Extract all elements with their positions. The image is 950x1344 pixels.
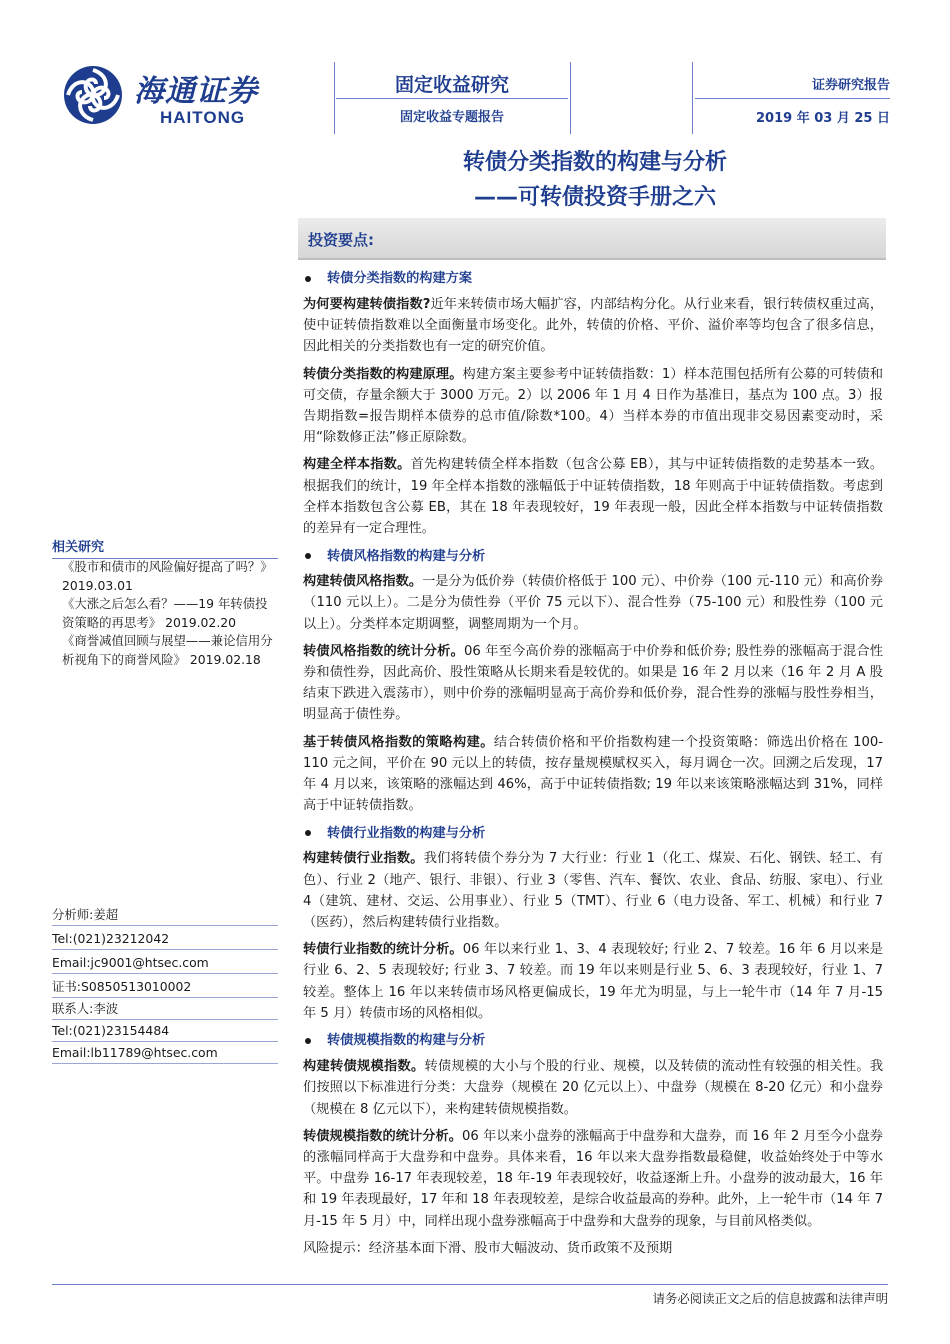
paragraph: 构建全样本指数。首先构建转债全样本指数（包含公募 EB），其与中证转债指数的走势基本一致。根据我们的统计，19 年全样本指数的涨幅低于中证转债指数，18 年则高于中证转债指数。考虑到全样本指数包含公募 EB，其在 18 年表现较好，19 年表现一般，因此全样本指数与中证转债指数的差异有一定合理性。 [303,457,884,537]
section-heading: 转债风格指数的构建与分析 [303,545,883,567]
related-item[interactable]: 《商誉减值回顾与展望——兼论信用分析视角下的商誉风险》 2019.02.18 [62,633,273,667]
bullet-icon [305,830,311,836]
related-research-list [52,558,278,670]
header-divider-right [692,62,693,134]
footer-rule [52,1284,888,1285]
paragraph: 转债分类指数的构建原理。构建方案主要参考中证转债指数：1）样本范围包括所有公募的可转债和可交债，存量余额大于 3000 万元。2）以 2006 年 1 月 4 日作为基准日，基点为 100 点。3）报告期指数=报告期样本债券的总市值/除数*100。4）当样本券的市值出现非交易因素变动时，采用“除数修正法”修正原除数。 [303,366,884,446]
paragraph: 基于转债风格指数的策略构建。结合转债价格和平价指数构建一个投资策略：筛选出价格在 100-110 元之间，平价在 90 元以上的转债，按存量规模赋权买入，每月调仓一次。回溯之后发现，17 年 4 月以来，该策略的涨幅达到 46%，高于中证转债指数; 19 年以来该策略涨幅达到 31%，同样高于中证转债指数。 [303,734,884,814]
logo-chinese-name: 海通证券 [134,74,258,109]
header-category: 固定收益研究 [394,74,509,96]
header-center-rule [336,98,568,99]
section-heading: 转债分类指数的构建方案 [303,268,883,290]
bullet-icon [305,553,311,559]
logo-english-name: HAITONG [160,108,246,127]
paragraph: 为何要构建转债指数?近年来转债市场大幅扩容，内部结构分化。从行业来看，银行转债权重过高，使中证转债指数难以全面衡量市场变化。此外，转债的价格、平价、溢价率等均包含了很多信息，因此相关的分类指数也有一定的研究价值。 [303,297,884,355]
contact-email[interactable]: Email:lb11789@htsec.com [52,1042,278,1064]
contact-name: 联系人:李波 [52,998,278,1020]
keypoints-label: 投资要点: [308,231,374,249]
paragraph: 转债风格指数的统计分析。06 年至今高价券的涨幅高于中价券和低价券; 股性券的涨幅高于混合性券和债性券，因此高价、股性策略从长期来看是较优的。如果是 16 年 2 月以来（16 年 2 月 A 股结束下跌进入震荡市），则中价券的涨幅明显高于高价券和低价券，混合性券的涨幅与股性券相当，明显高于债性券。 [303,643,884,723]
header-subcategory: 固定收益专题报告 [399,110,504,125]
paragraph: 构建转债风格指数。一是分为低价券（转债价格低于 100 元）、中价券（100 元-110 元）和高价券（110 元以上）。二是分为债性券（平价 75 元以下）、混合性券（75-100 元）和股性券（100 元以上）。分类样本定期调整，调整周期为一个月。 [303,574,884,632]
contact-tel: Tel:(021)23154484 [52,1020,278,1042]
haitong-logo [62,60,302,130]
related-item[interactable]: 《股市和债市的风险偏好提高了吗？》 2019.03.01 [62,559,273,593]
risk-warning: 风险提示：经济基本面下滑、股市大幅波动、货币政策不及预期 [303,1240,673,1256]
header-report-type: 证券研究报告 [811,78,890,93]
paragraph: 构建转债规模指数。转债规模的大小与个股的行业、规模，以及转债的流动性有较强的相关性。我们按照以下标准进行分类：大盘券（规模在 20 亿元以上）、中盘券（规模在 8-20 亿元）和小盘券（规模在 8 亿元以下），来构建转债规模指数。 [303,1059,884,1117]
report-subtitle: ——可转债投资手册之六 [473,185,716,210]
paragraph: 构建转债行业指数。我们将转债个券分为 7 大行业：行业 1（化工、煤炭、石化、钢铁、轻工、有色）、行业 2（地产、银行、非银）、行业 3（零售、汽车、餐饮、农业、食品、纺服、家电）、行业 4（建筑、建材、交运、公用事业）、行业 5（TMT）、行业 6（电力设备、军工、机械）和行业 7（医药），然后构建转债行业指数。 [303,851,884,931]
analyst-tel: Tel:(021)23212042 [52,928,278,950]
paragraph: 转债规模指数的统计分析。06 年以来小盘券的涨幅高于中盘券和大盘券，而 16 年 2 月至今小盘券的涨幅同样高于大盘券和中盘券。具体来看，16 年以来大盘券指数最稳健，收益始终处于中等水平。中盘券 16-17 年表现较差，18 年-19 年表现较好，收益逐渐上升。小盘券的波动最大，16 年和 19 年表现最好，17 年和 18 年表现较差，是综合收益最高的券种。此外，上一轮牛市（14 年 7 月-15 年 5 月）中，同样出现小盘券涨幅高于中盘券和大盘券的现象，与目前风格类似。 [303,1128,883,1229]
related-research-heading: 相关研究 [52,536,278,559]
header-right-rule [695,98,890,99]
analyst-name: 分析师:姜超 [52,904,278,926]
section-heading: 转债行业指数的构建与分析 [303,822,883,844]
analyst-email[interactable]: Email:jc9001@htsec.com [52,952,278,974]
report-title: 转债分类指数的构建与分析 [462,150,727,175]
related-item[interactable]: 《大涨之后怎么看？——19 年转债投资策略的再思考》 2019.02.20 [62,596,268,630]
main-content [303,268,883,1265]
analyst-certificate: 证书:S0850513010002 [52,976,278,998]
haitong-swirl-icon [62,64,124,126]
header-divider-middle [570,62,571,134]
section-heading: 转债规模指数的构建与分析 [303,1030,883,1052]
header-divider-left [334,62,335,134]
bullet-icon [305,1038,311,1044]
footer-disclaimer: 请务必阅读正文之后的信息披露和法律声明 [652,1291,888,1306]
paragraph: 转债行业指数的统计分析。06 年以来行业 1、3、4 表现较好; 行业 2、7 较差。16 年 6 月以来是行业 6、2、5 表现较好; 行业 3、7 较差。而 19 年以来则是行业 5、6、3 表现较好，行业 1、7 较差。整体上 16 年以来转债市场风格更偏成长，19 年尤为明显，与上一轮牛市（14 年 7 月-15 年 5 月）转债市场的风格相似。 [303,942,883,1021]
keypoints-header [298,218,886,260]
header-date: 2019 年 03 月 25 日 [756,111,890,126]
bullet-icon [305,276,311,282]
